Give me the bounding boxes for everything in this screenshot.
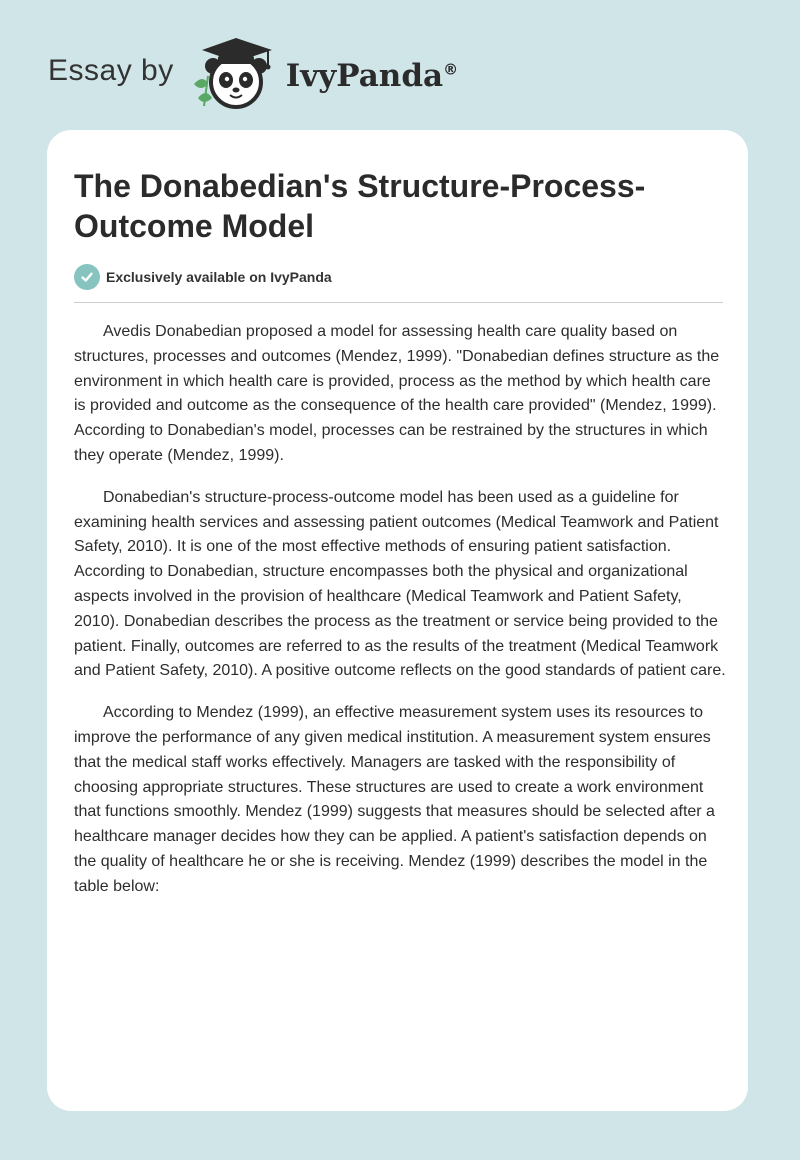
brand-name-text: IvyPanda	[285, 58, 444, 94]
check-mark-icon	[80, 270, 94, 284]
check-icon	[74, 264, 100, 290]
paragraph: According to Mendez (1999), an effective measurement system uses its resources to improve the performance of any given medical institution. A measurement system ensures that the medical staff works effectively. Managers are tasked with the responsibility of choosing appropriate structures. These structures are used to create a work environment that functions smoothly. Mendez (1999) suggests that measures should be selected after a healthcare manager decides how they can be applied. A patient's satisfaction depends on the quality of healthcare he or she is receiving. Mendez (1999) describes the model in the table below:	[74, 704, 715, 895]
exclusive-badge	[74, 264, 332, 290]
panda-logo-icon	[190, 36, 282, 112]
brand-name	[286, 58, 458, 94]
brand-prefix: Essay by	[48, 54, 174, 87]
registered-mark: ®	[443, 60, 459, 79]
badge-label: Exclusively available on IvyPanda	[106, 269, 332, 285]
brand-logo[interactable]	[48, 34, 458, 114]
paragraph: Donabedian's structure-process-outcome model has been used as a guideline for examining health services and assessing patient outcomes (Medical Teamwork and Patient Safety, 2010). It is one of the most effective methods of ensuring patient satisfaction. According to Donabedian, structure encompasses both the physical and organizational aspects involved in the provision of healthcare (Medical Teamwork and Patient Safety, 2010). Donabedian describes the process as the treatment or service being provided to the patient. Finally, outcomes are referred to as the results of the treatment (Medical Teamwork and Patient Safety, 2010). A positive outcome reflects on the good standards of patient care.	[74, 488, 726, 680]
essay-card	[47, 130, 748, 1111]
essay-body	[74, 320, 726, 917]
divider	[74, 302, 723, 303]
paragraph: Avedis Donabedian proposed a model for assessing health care quality based on structures, processes and outcomes (Mendez, 1999). "Donabedian defines structure as the environment in which health care is provided, process as the method by which health care is provided and outcome as the consequence of the health care provided" (Mendez, 1999). According to Donabedian's model, processes can be restrained by the structures in which they operate (Mendez, 1999).	[74, 323, 720, 464]
essay-title: The Donabedian's Structure-Process-Outcome Model	[74, 168, 646, 244]
